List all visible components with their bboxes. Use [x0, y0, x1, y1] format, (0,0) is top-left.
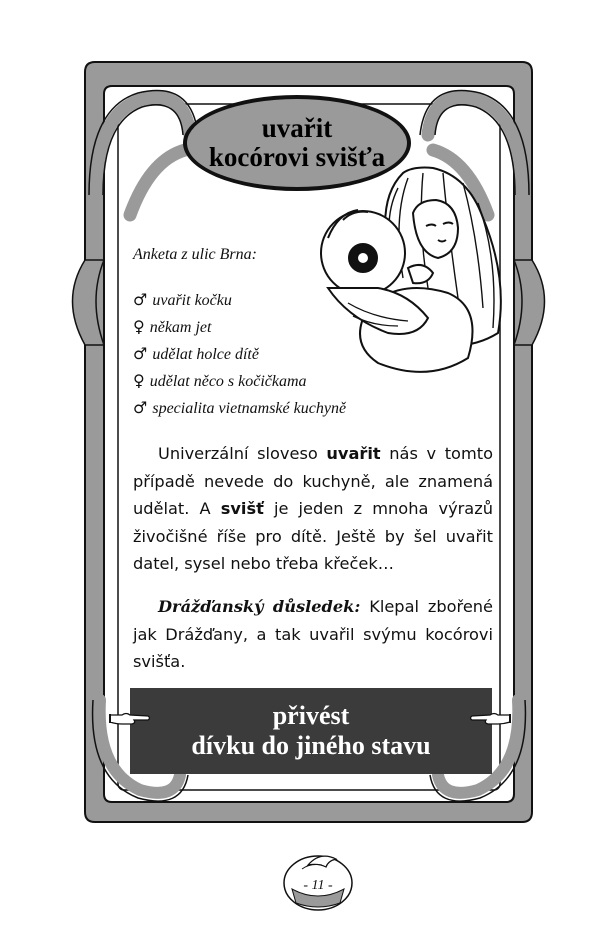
survey-item	[133, 340, 346, 367]
next-section-line2: dívku do jiného stavu	[191, 731, 431, 760]
male-icon: ♂	[133, 398, 148, 417]
survey-item-text: specialita vietnamské kuchyně	[152, 400, 347, 417]
paragraph-text: Univerzální sloveso	[158, 444, 327, 463]
survey-item	[133, 313, 346, 340]
survey-item	[133, 394, 346, 421]
survey-item-text: někam jet	[149, 319, 212, 336]
survey-item-text: uvařit kočku	[152, 292, 232, 309]
survey-item	[133, 286, 346, 313]
next-section-line1: přivést	[272, 701, 350, 730]
male-icon: ♂	[133, 290, 148, 309]
example-label: Drážďanský důsledek:	[158, 597, 361, 616]
female-icon: ♀	[133, 371, 145, 390]
survey-item-text: udělat holce dítě	[152, 346, 259, 363]
male-icon: ♂	[133, 344, 148, 363]
survey-item	[133, 367, 346, 394]
highlighted-term: svišť	[220, 499, 264, 519]
survey-intro: Anketa z ulic Brna:	[133, 246, 257, 263]
paragraph-text: je jeden z mnoha výrazů živočišné říše pro dítě. Ještě by šel uvařit datel, sysel nebo třeba křeček…	[133, 499, 493, 574]
pointing-hand-right-icon	[108, 710, 152, 728]
section-title-line1: uvařit	[261, 113, 333, 143]
page-number: - 11 -	[303, 878, 333, 893]
example-paragraph	[133, 593, 493, 676]
female-icon: ♀	[133, 317, 145, 336]
pointing-hand-left-icon	[468, 710, 512, 728]
section-title-line2: kocórovi svišťa	[208, 142, 386, 172]
next-section-box	[130, 688, 492, 774]
highlighted-term: uvařit	[326, 444, 381, 463]
example-text: Klepal zbořené jak Drážďany, a tak uvařil svýmu kocórovi svišťa.	[133, 597, 493, 672]
paragraph-text: nás v tomto případě nevede do kuchyně, ale znamená udělat. A	[133, 444, 493, 519]
survey-list	[133, 286, 346, 421]
explanation-paragraph	[133, 440, 493, 578]
survey-item-text: udělat něco s kočičkama	[149, 373, 307, 390]
